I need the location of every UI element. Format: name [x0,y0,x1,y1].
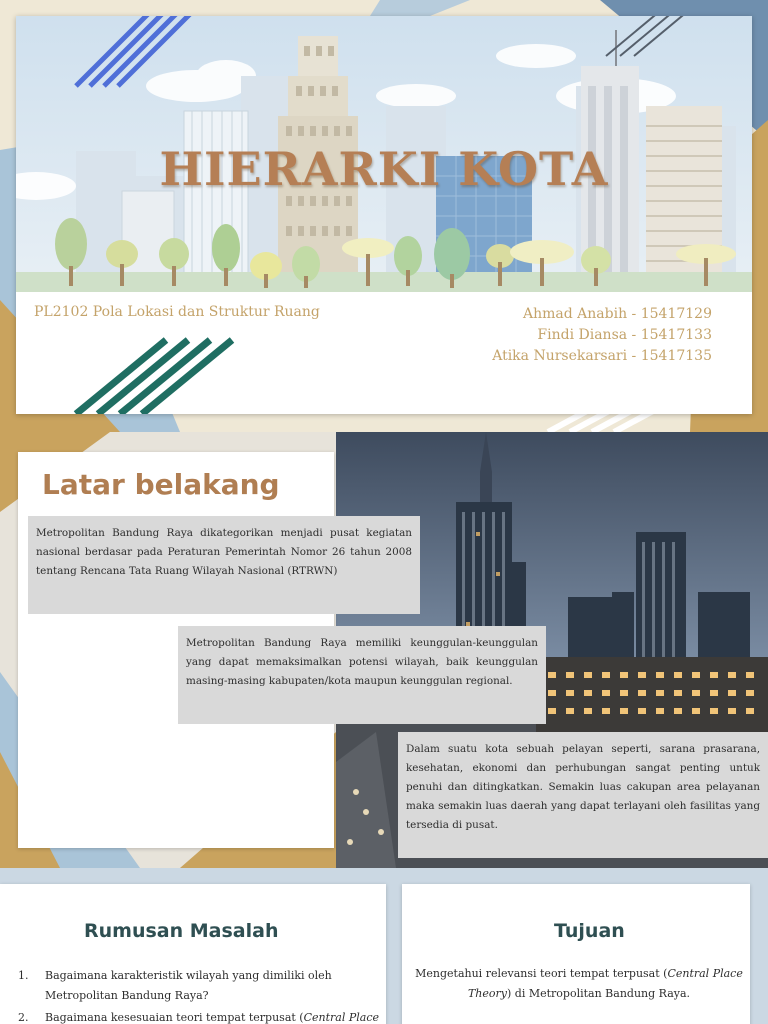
problem-list [18,966,384,1024]
author-item: Ahmad Anabih - 15417129 [523,306,712,322]
list-number: 1. [18,969,29,982]
text-box-pelayanan: Dalam suatu kota sebuah pelayan seperti, sarana prasarana, kesehatan, ekonomi dan perhubungan sangat penting untuk penuhi dan ditingkatkan. Semakin luas cakupan area pelayanan maka semakin luas daerah yang dapat terlayani oleh fasilitas yang tersedia di pusat. [398,732,768,858]
presentation-title: HIERARKI KOTA [159,142,609,196]
list-number: 2. [18,1011,29,1024]
problem-heading: Rumusan Masalah [84,920,279,942]
list-item-text: Bagaimana kesesuaian teori tempat terpusat ( [45,1011,304,1024]
text-box-keunggulan: Metropolitan Bandung Raya memiliki keunggulan-keunggulan yang dapat memaksimalkan potensi wilayah, baik keunggulan masing-masing kabupaten/kota maupun keunggulan regional. [178,626,546,724]
course-name: PL2102 Pola Lokasi dan Struktur Ruang [34,304,320,320]
list-item-text: Bagaimana karakteristik wilayah yang dimiliki oleh Metropolitan Bandung Raya? [45,969,332,1002]
title-slide [0,0,768,432]
problem-objective-slide [0,868,768,1024]
background-slide [0,432,768,868]
decorative-stripes-bottom-left [16,16,276,414]
author-item: Atika Nursekarsari - 15417135 [492,348,712,364]
list-item [18,1008,384,1024]
objective-text [412,964,746,1004]
section-heading: Latar belakang [42,468,280,501]
list-item-italic: Central Place [303,1011,380,1024]
author-item: Findi Diansa - 15417133 [537,327,712,343]
text-box-rtrwn: Metropolitan Bandung Raya dikategorikan menjadi pusat kegiatan nasional berdasar pada Peraturan Pemerintah Nomor 26 tahun 2008 tentang Rencana Tata Ruang Wilayah Nasional (RTRWN) [28,516,420,614]
author-list [456,304,712,367]
objective-text-before: Mengetahui relevansi teori tempat terpusat ( [415,967,668,980]
objective-text-italic: Central Place Theory [467,967,743,1000]
title-card [16,16,752,414]
objective-text-after: ) di Metropolitan Bandung Raya. [507,987,691,1000]
objective-heading: Tujuan [554,920,625,942]
list-item [18,966,384,1006]
